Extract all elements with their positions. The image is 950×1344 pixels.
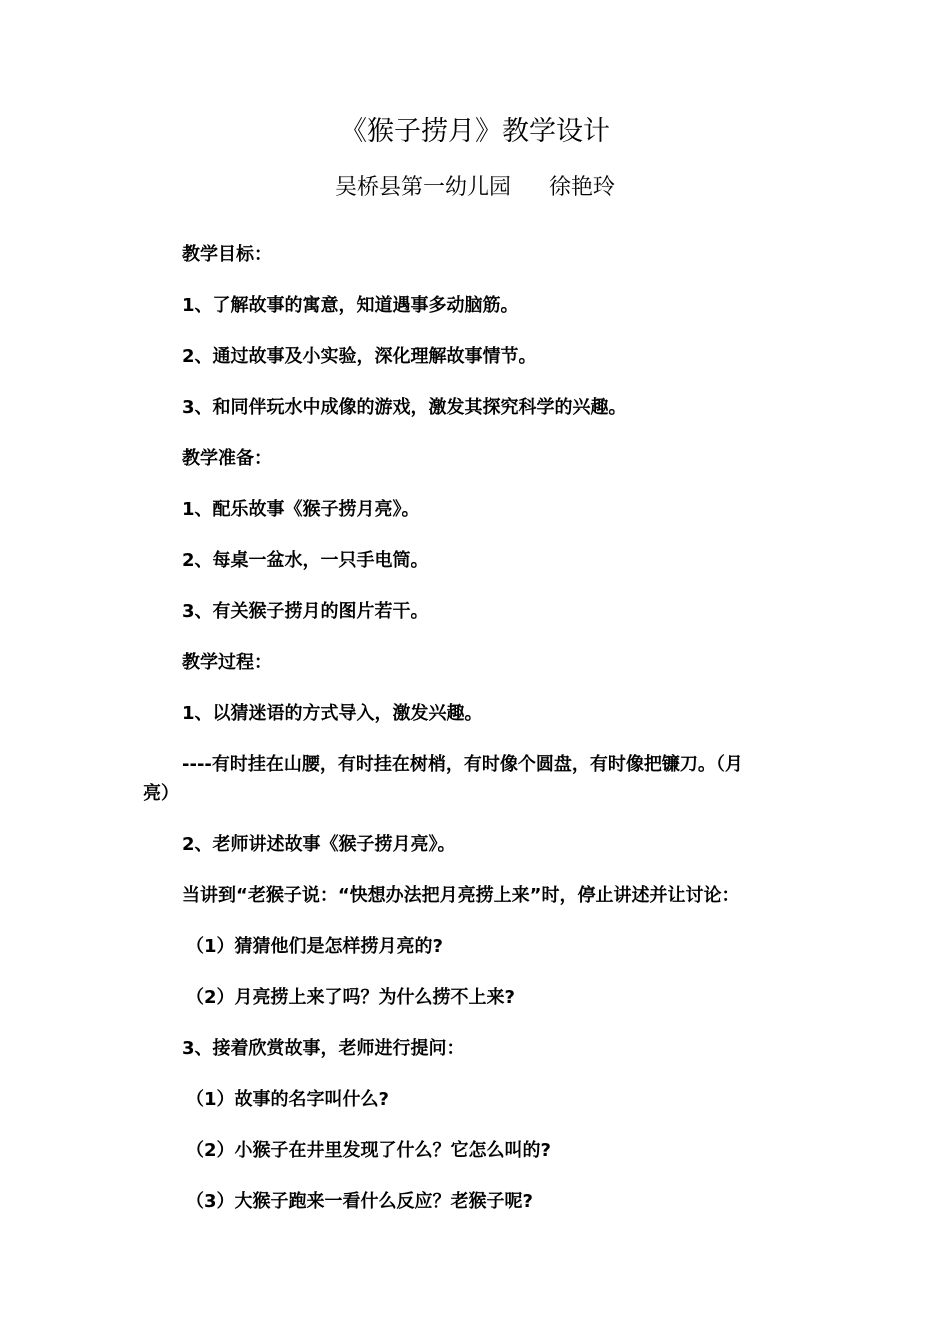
goal-item-2: 2、通过故事及小实验，深化理解故事情节。 [182, 346, 537, 367]
process-item-3: 3、接着欣赏故事，老师进行提问： [182, 1038, 465, 1059]
preparation-item-1: 1、配乐故事《猴子捞月亮》。 [182, 499, 420, 520]
document-title: 《猴子捞月》教学设计 [340, 116, 610, 147]
author-name: 徐艳玲 [549, 175, 616, 200]
riddle-text-continued: 亮） [143, 783, 179, 804]
goal-item-1: 1、了解故事的寓意，知道遇事多动脑筋。 [182, 295, 519, 316]
question-3: （3）大猴子跑来一看什么反应？老猴子呢? [186, 1191, 533, 1212]
question-1: （1）故事的名字叫什么? [186, 1089, 389, 1110]
question-2: （2）小猴子在井里发现了什么？它怎么叫的? [186, 1140, 551, 1161]
discussion-question-1: （1）猜猜他们是怎样捞月亮的? [186, 936, 443, 957]
school-name: 吴桥县第一幼儿园 [334, 175, 511, 200]
process-item-2: 2、老师讲述故事《猴子捞月亮》。 [182, 834, 456, 855]
document-byline [0, 172, 950, 204]
goal-item-3: 3、和同伴玩水中成像的游戏，激发其探究科学的兴趣。 [182, 397, 627, 418]
process-item-1: 1、以猜迷语的方式导入，激发兴趣。 [182, 703, 483, 724]
discussion-question-2: （2）月亮捞上来了吗？为什么捞不上来? [186, 987, 515, 1008]
discussion-intro: 当讲到“老猴子说：“快想办法把月亮捞上来”时，停止讲述并让讨论： [182, 885, 740, 906]
riddle-text: ----有时挂在山腰，有时挂在树梢，有时像个圆盘，有时像把镰刀。（月 [182, 754, 743, 775]
section-heading-goals: 教学目标： [182, 244, 272, 265]
preparation-item-2: 2、每桌一盆水，一只手电筒。 [182, 550, 429, 571]
section-heading-preparation: 教学准备： [182, 448, 272, 469]
preparation-item-3: 3、有关猴子捞月的图片若干。 [182, 601, 429, 622]
section-heading-process: 教学过程： [182, 652, 272, 673]
